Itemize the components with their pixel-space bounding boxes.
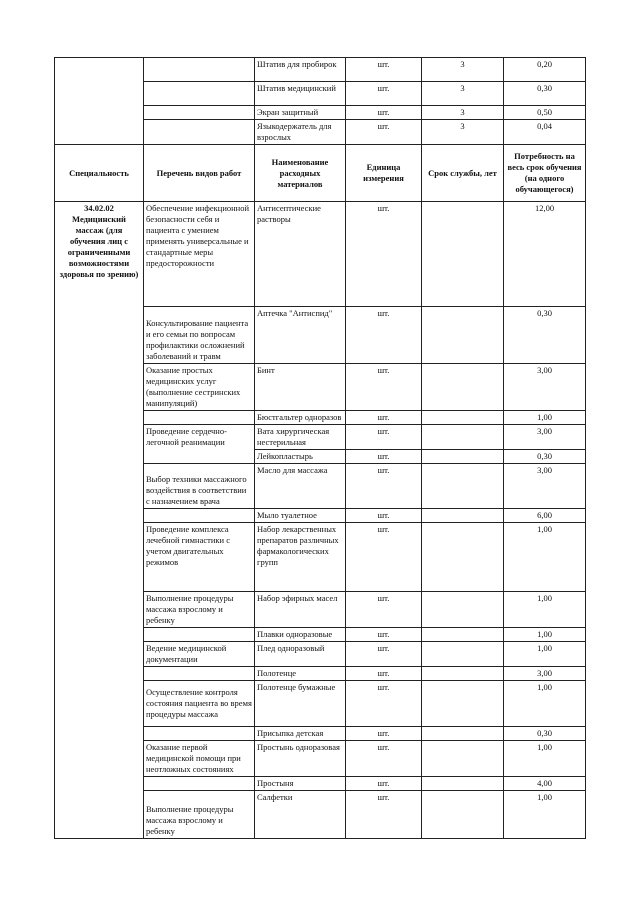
works-cell-empty bbox=[144, 120, 255, 145]
unit-cell: шт. bbox=[346, 592, 422, 628]
life-cell: 3 bbox=[422, 120, 504, 145]
life-cell bbox=[422, 425, 504, 450]
unit-cell: шт. bbox=[346, 411, 422, 425]
material-cell: Плавки одноразовые bbox=[255, 628, 346, 642]
works-cell-empty bbox=[144, 727, 255, 741]
material-cell: Простынь одноразовая bbox=[255, 741, 346, 777]
works-cell-empty bbox=[144, 777, 255, 791]
life-cell bbox=[422, 364, 504, 411]
works-cell: Ведение медицинской документации bbox=[144, 642, 255, 667]
material-cell: Лейкопластырь bbox=[255, 450, 346, 464]
need-cell: 3,00 bbox=[504, 464, 586, 509]
works-cell: Консультирование пациента и его семьи по вопросам профилактики осложнений заболеваний и травм bbox=[144, 307, 255, 364]
table-header-row bbox=[55, 145, 586, 202]
unit-cell: шт. bbox=[346, 791, 422, 839]
need-cell: 3,00 bbox=[504, 667, 586, 681]
works-cell: Выполнение процедуры массажа взрослому и ребенку bbox=[144, 592, 255, 628]
unit-cell: шт. bbox=[346, 681, 422, 727]
life-cell bbox=[422, 777, 504, 791]
header-specialty: Специальность bbox=[55, 145, 144, 202]
material-cell: Штатив медицинский bbox=[255, 82, 346, 106]
life-cell bbox=[422, 628, 504, 642]
life-cell bbox=[422, 667, 504, 681]
life-cell bbox=[422, 202, 504, 307]
material-cell: Присыпка детская bbox=[255, 727, 346, 741]
need-cell: 0,50 bbox=[504, 106, 586, 120]
material-cell: Экран защитный bbox=[255, 106, 346, 120]
life-cell bbox=[422, 681, 504, 727]
life-cell bbox=[422, 642, 504, 667]
need-cell: 1,00 bbox=[504, 628, 586, 642]
life-cell bbox=[422, 523, 504, 592]
unit-cell: шт. bbox=[346, 464, 422, 509]
header-unit: Единица измерения bbox=[346, 145, 422, 202]
unit-cell: шт. bbox=[346, 642, 422, 667]
material-cell: Набор лекарственных препаратов различных фармакологических групп bbox=[255, 523, 346, 592]
works-cell-empty bbox=[144, 667, 255, 681]
works-cell: Обеспечение инфекционной безопасности себя и пациента с умением применять универсальные и стандартные меры предосторожности bbox=[144, 202, 255, 307]
life-cell bbox=[422, 464, 504, 509]
need-cell: 1,00 bbox=[504, 592, 586, 628]
header-life: Срок службы, лет bbox=[422, 145, 504, 202]
life-cell bbox=[422, 592, 504, 628]
works-cell: Осуществление контроля состояния пациента во время процедуры массажа bbox=[144, 681, 255, 727]
material-cell: Вата хирургическая нестерильная bbox=[255, 425, 346, 450]
works-cell-empty bbox=[144, 106, 255, 120]
need-cell: 1,00 bbox=[504, 411, 586, 425]
unit-cell: шт. bbox=[346, 727, 422, 741]
unit-cell: шт. bbox=[346, 106, 422, 120]
need-cell: 0,20 bbox=[504, 58, 586, 82]
unit-cell: шт. bbox=[346, 667, 422, 681]
life-cell bbox=[422, 509, 504, 523]
works-cell: Проведение комплекса лечебной гимнастики с учетом двигательных режимов bbox=[144, 523, 255, 592]
unit-cell: шт. bbox=[346, 307, 422, 364]
unit-cell: шт. bbox=[346, 58, 422, 82]
works-cell: Оказание простых медицинских услуг (выполнение сестринских манипуляций) bbox=[144, 364, 255, 411]
life-cell bbox=[422, 307, 504, 364]
life-cell bbox=[422, 411, 504, 425]
material-cell: Плед одноразовый bbox=[255, 642, 346, 667]
life-cell bbox=[422, 727, 504, 741]
material-cell: Салфетки bbox=[255, 791, 346, 839]
unit-cell: шт. bbox=[346, 120, 422, 145]
need-cell: 1,00 bbox=[504, 681, 586, 727]
material-cell: Аптечка "Антиспид" bbox=[255, 307, 346, 364]
unit-cell: шт. bbox=[346, 628, 422, 642]
table-row bbox=[55, 58, 586, 82]
need-cell: 0,30 bbox=[504, 307, 586, 364]
material-cell: Полотенце бумажные bbox=[255, 681, 346, 727]
unit-cell: шт. bbox=[346, 450, 422, 464]
materials-table bbox=[54, 57, 586, 839]
life-cell: 3 bbox=[422, 58, 504, 82]
specialty-cell: 34.02.02 Медицинский массаж (для обучения лиц с ограниченными возможностями здоровья по зрению) bbox=[55, 202, 144, 839]
header-works: Перечень видов работ bbox=[144, 145, 255, 202]
need-cell: 3,00 bbox=[504, 425, 586, 450]
need-cell: 4,00 bbox=[504, 777, 586, 791]
need-cell: 1,00 bbox=[504, 523, 586, 592]
unit-cell: шт. bbox=[346, 364, 422, 411]
life-cell bbox=[422, 450, 504, 464]
material-cell: Набор эфирных масел bbox=[255, 592, 346, 628]
works-cell-empty bbox=[144, 58, 255, 82]
header-material: Наименование расходных материалов bbox=[255, 145, 346, 202]
material-cell: Антисептические растворы bbox=[255, 202, 346, 307]
material-cell: Языкодержатель для взрослых bbox=[255, 120, 346, 145]
need-cell: 6,00 bbox=[504, 509, 586, 523]
works-cell: Проведение сердечно-легочной реанимации bbox=[144, 425, 255, 464]
need-cell: 1,00 bbox=[504, 741, 586, 777]
unit-cell: шт. bbox=[346, 425, 422, 450]
material-cell: Масло для массажа bbox=[255, 464, 346, 509]
works-cell-empty bbox=[144, 509, 255, 523]
need-cell: 0,04 bbox=[504, 120, 586, 145]
works-cell-empty bbox=[144, 82, 255, 106]
need-cell: 0,30 bbox=[504, 450, 586, 464]
unit-cell: шт. bbox=[346, 509, 422, 523]
need-cell: 3,00 bbox=[504, 364, 586, 411]
unit-cell: шт. bbox=[346, 523, 422, 592]
need-cell: 12,00 bbox=[504, 202, 586, 307]
unit-cell: шт. bbox=[346, 82, 422, 106]
material-cell: Мыло туалетное bbox=[255, 509, 346, 523]
material-cell: Бинт bbox=[255, 364, 346, 411]
material-cell: Бюстгальтер одноразов bbox=[255, 411, 346, 425]
works-cell: Оказание первой медицинской помощи при неотложных состояниях bbox=[144, 741, 255, 777]
header-need: Потребность на весь срок обучения (на одного обучающегося) bbox=[504, 145, 586, 202]
unit-cell: шт. bbox=[346, 741, 422, 777]
need-cell: 0,30 bbox=[504, 82, 586, 106]
unit-cell: шт. bbox=[346, 777, 422, 791]
works-cell-empty bbox=[144, 411, 255, 425]
life-cell: 3 bbox=[422, 82, 504, 106]
need-cell: 1,00 bbox=[504, 791, 586, 839]
life-cell bbox=[422, 741, 504, 777]
works-cell: Выбор техники массажного воздействия в соответствии с назначением врача bbox=[144, 464, 255, 509]
specialty-cell-empty bbox=[55, 58, 144, 145]
unit-cell: шт. bbox=[346, 202, 422, 307]
life-cell: 3 bbox=[422, 106, 504, 120]
material-cell: Простыня bbox=[255, 777, 346, 791]
need-cell: 1,00 bbox=[504, 642, 586, 667]
table-row bbox=[55, 202, 586, 307]
life-cell bbox=[422, 791, 504, 839]
works-cell-empty bbox=[144, 628, 255, 642]
material-cell: Штатив для пробирок bbox=[255, 58, 346, 82]
need-cell: 0,30 bbox=[504, 727, 586, 741]
material-cell: Полотенце bbox=[255, 667, 346, 681]
works-cell: Выполнение процедуры массажа взрослому и ребенку bbox=[144, 791, 255, 839]
